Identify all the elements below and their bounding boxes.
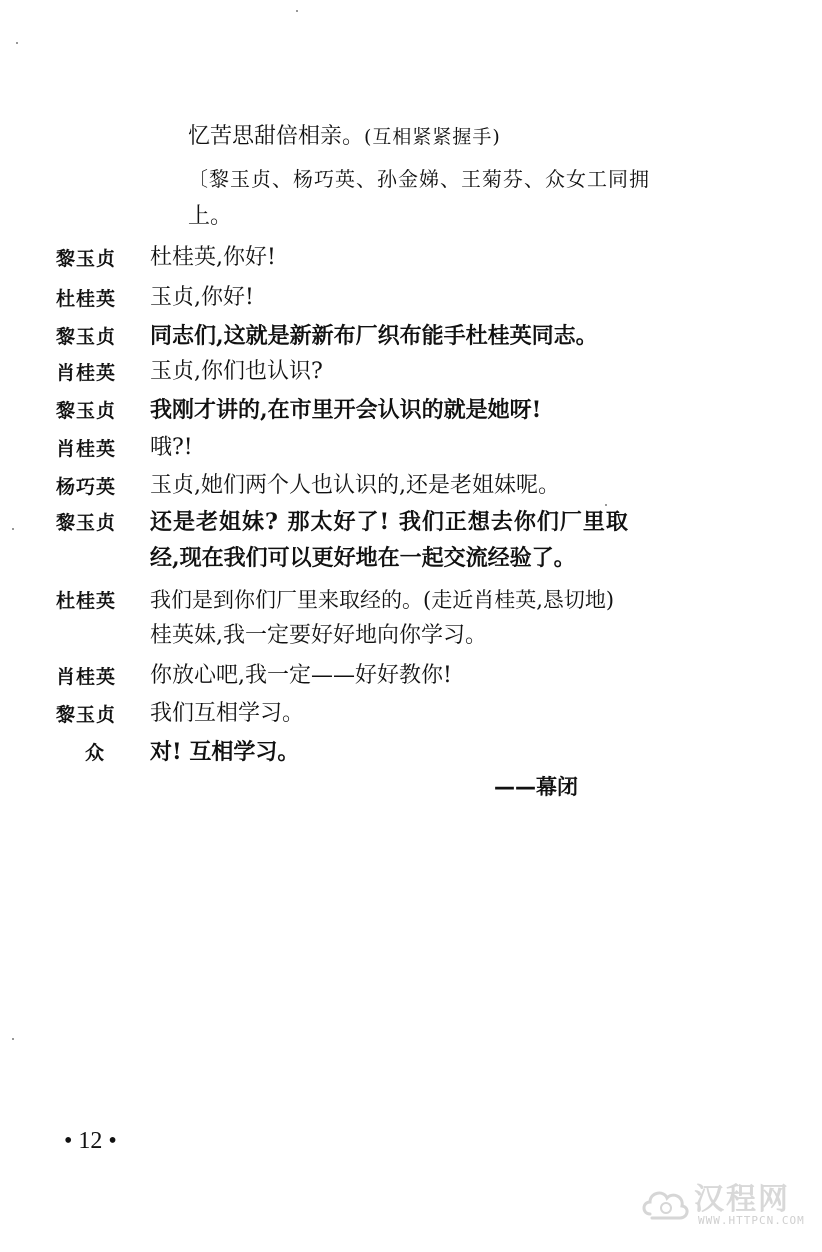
speaker-name: 黎玉贞 [56,704,117,726]
speaker-name: 众 [85,742,106,764]
speaker-name: 黎玉贞 [56,400,117,422]
speaker-name: 杜桂英 [56,288,117,310]
dialogue-line: 玉贞,你们也认识? [150,359,323,384]
speaker-name: 黎玉贞 [56,326,117,348]
dialogue-line-continued: 桂英妹,我一定要好好地向你学习。 [150,623,487,648]
dialogue-line: 对! 互相学习。 [150,739,300,765]
dialogue-line: 我们是到你们厂里来取经的。(走近肖桂英,恳切地) [150,588,615,612]
speaker-name: 黎玉贞 [56,248,117,270]
dialogue-line: 杜桂英,你好! [150,245,276,270]
dialogue-line: 还是老姐妹? 那太好了! 我们正想去你们厂里取 [150,509,629,535]
dialogue-line: 玉贞,你好! [150,285,254,310]
cloud-logo-icon [636,1176,696,1236]
dialogue-line: 同志们,这就是新新布厂织布能手杜桂英同志。 [150,323,598,349]
speaker-name: 杨巧英 [56,476,117,498]
stage-direction-line-3: 上。 [188,204,233,229]
page-number: • 12 • [64,1128,117,1154]
scan-speck [16,42,18,44]
scan-speck [12,528,14,530]
speaker-name: 肖桂英 [56,666,117,688]
watermark-text: 汉程网 [694,1182,790,1217]
speaker-name: 肖桂英 [56,362,117,384]
stage-direction-note: (互相紧紧握手) [364,126,501,148]
scan-speck [12,1038,14,1040]
dialogue-line: 哦?! [150,435,193,460]
speaker-name: 黎玉贞 [56,512,117,534]
watermark [636,1170,816,1246]
scan-speck [296,10,298,12]
speaker-name: 肖桂英 [56,438,117,460]
stage-direction-line-1 [188,122,688,152]
curtain-close-note: ——幕闭 [494,775,578,799]
watermark-url: WWW.HTTPCN.COM [698,1214,805,1227]
dialogue-line: 玉贞,她们两个人也认识的,还是老姐妹呢。 [150,473,560,498]
dialogue-line: 你放心吧,我一定——好好教你! [150,663,452,688]
dialogue-line: 我刚才讲的,在市里开会认识的就是她呀! [150,397,542,423]
dialogue-line: 我们互相学习。 [150,701,305,726]
speaker-name: 杜桂英 [56,590,117,612]
scan-speck [605,504,607,506]
stage-direction-line-2: 〔黎玉贞、杨巧英、孙金娣、王菊芬、众女工同拥 [188,167,650,191]
stage-direction-verse: 忆苦思甜倍相亲。 [188,124,365,149]
dialogue-line-continued: 经,现在我们可以更好地在一起交流经验了。 [150,545,576,571]
